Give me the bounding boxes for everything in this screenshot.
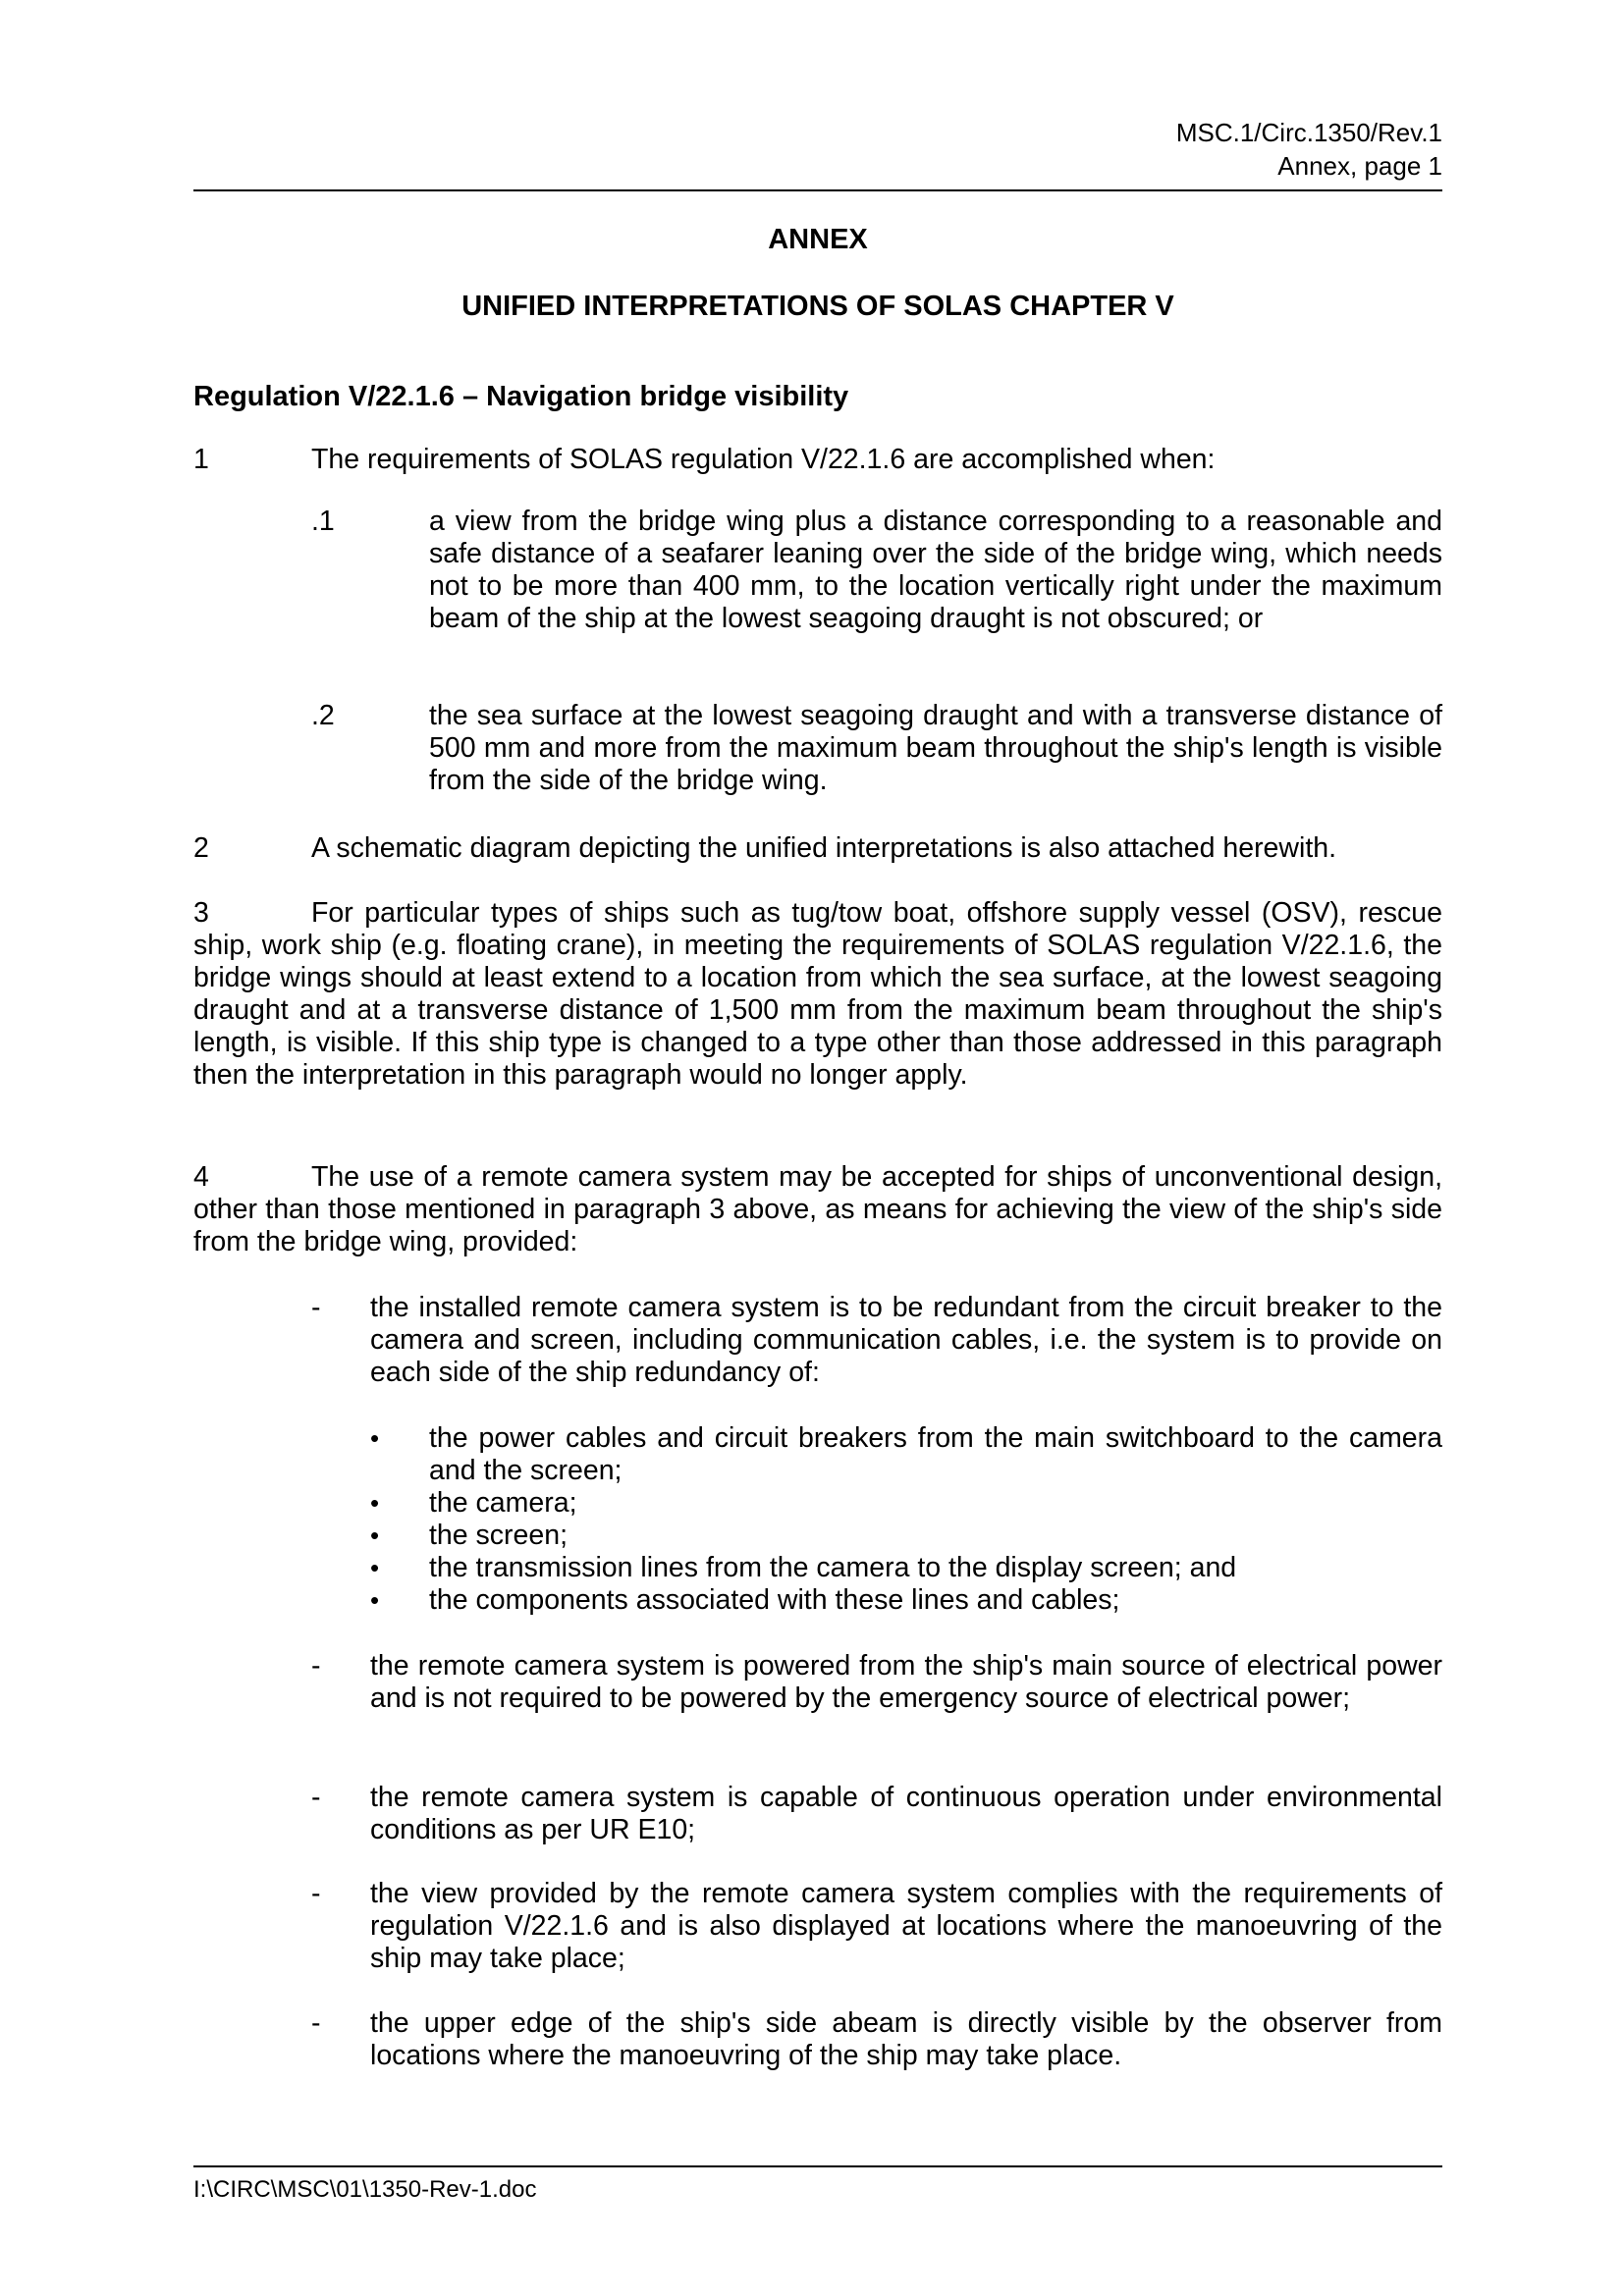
dash-marker: -: [311, 1878, 321, 1909]
dash-item-4-text: the view provided by the remote camera system complies with the requirements of regulation V/22.1.6 and is also displayed at locations where the manoeuvring of the ship may take place;: [370, 1878, 1442, 1974]
document-title: UNIFIED INTERPRETATIONS OF SOLAS CHAPTER V: [461, 291, 1174, 322]
bullet-2-text: the camera;: [429, 1487, 577, 1519]
item-1-text: a view from the bridge wing plus a distance corresponding to a reasonable and safe distance of a seafarer leaning over the side of the bridge wing, which needs not to be more than 400 mm, to the location vertically right under the maximum beam of the ship at the lowest seagoing draught is not obscured; or: [429, 506, 1442, 634]
dash-marker: -: [311, 1650, 321, 1682]
item-1-number: .1: [311, 506, 335, 537]
page-header: [193, 116, 1442, 183]
dash-marker: -: [311, 1782, 321, 1813]
dash-marker: -: [311, 1292, 321, 1323]
bullet-marker: •: [370, 1521, 380, 1550]
para-3-text: For particular types of ships such as tug/tow boat, offshore supply vessel (OSV), rescue ship, work ship (e.g. floating crane), in meeting the requirements of SOLAS regulation V/22.1.6, the bridge wings should at least extend to a location from which the sea surface, at the lowest seagoing draught and at a transverse distance of 1,500 mm from the maximum beam throughout the ship's length, is visible. If this ship type is changed to a type other than those addressed in this paragraph then the interpretation in this paragraph would no longer apply.: [193, 897, 1442, 1091]
item-2-text: the sea surface at the lowest seagoing draught and with a transverse distance of 500 mm and more from the maximum beam throughout the ship's length is visible from the side of the bridge wing.: [429, 700, 1442, 796]
footer-rule: [193, 2165, 1442, 2167]
dash-item-5-text: the upper edge of the ship's side abeam is directly visible by the observer from locations where the manoeuvring of the ship may take place.: [370, 2007, 1442, 2071]
header-ref: MSC.1/Circ.1350/Rev.1: [1175, 118, 1442, 147]
para-1-text: The requirements of SOLAS regulation V/22.1.6 are accomplished when:: [311, 444, 1216, 475]
footer-file-path: I:\CIRC\MSC\01\1350-Rev-1.doc: [193, 2176, 537, 2203]
regulation-title: Regulation V/22.1.6 – Navigation bridge visibility: [193, 381, 849, 412]
dash-marker: -: [311, 2007, 321, 2039]
item-2-number: .2: [311, 700, 335, 731]
dash-item-1-text: the installed remote camera system is to be redundant from the circuit breaker to the camera and screen, including communication cables, i.e. the system is to provide on each side of the ship redundancy of:: [370, 1292, 1442, 1388]
dash-item-2-text: the remote camera system is powered from the ship's main source of electrical power and is not required to be powered by the emergency source of electrical power;: [370, 1650, 1442, 1714]
para-4-text: The use of a remote camera system may be accepted for ships of unconventional design, other than those mentioned in paragraph 3 above, as means for achieving the view of the ship's side from the bridge wing, provided:: [193, 1161, 1442, 1257]
bullet-marker: •: [370, 1553, 380, 1582]
bullet-marker: •: [370, 1423, 380, 1453]
bullet-4-text: the transmission lines from the camera to the display screen; and: [429, 1552, 1237, 1583]
annex-label: ANNEX: [768, 224, 868, 255]
header-page: Annex, page 1: [1277, 151, 1442, 181]
header-rule: [193, 189, 1442, 191]
para-1-number: 1: [193, 444, 209, 475]
bullet-5-text: the components associated with these lines and cables;: [429, 1584, 1120, 1616]
para-2-text: A schematic diagram depicting the unified interpretations is also attached herewith.: [311, 832, 1337, 864]
para-3-number: 3: [193, 897, 209, 929]
dash-item-3-text: the remote camera system is capable of continuous operation under environmental conditions as per UR E10;: [370, 1782, 1442, 1845]
bullet-3-text: the screen;: [429, 1520, 568, 1551]
bullet-marker: •: [370, 1585, 380, 1615]
bullet-marker: •: [370, 1488, 380, 1518]
bullet-1-text: the power cables and circuit breakers from the main switchboard to the camera and the screen;: [429, 1422, 1442, 1486]
para-2-number: 2: [193, 832, 209, 864]
para-4-number: 4: [193, 1161, 209, 1193]
